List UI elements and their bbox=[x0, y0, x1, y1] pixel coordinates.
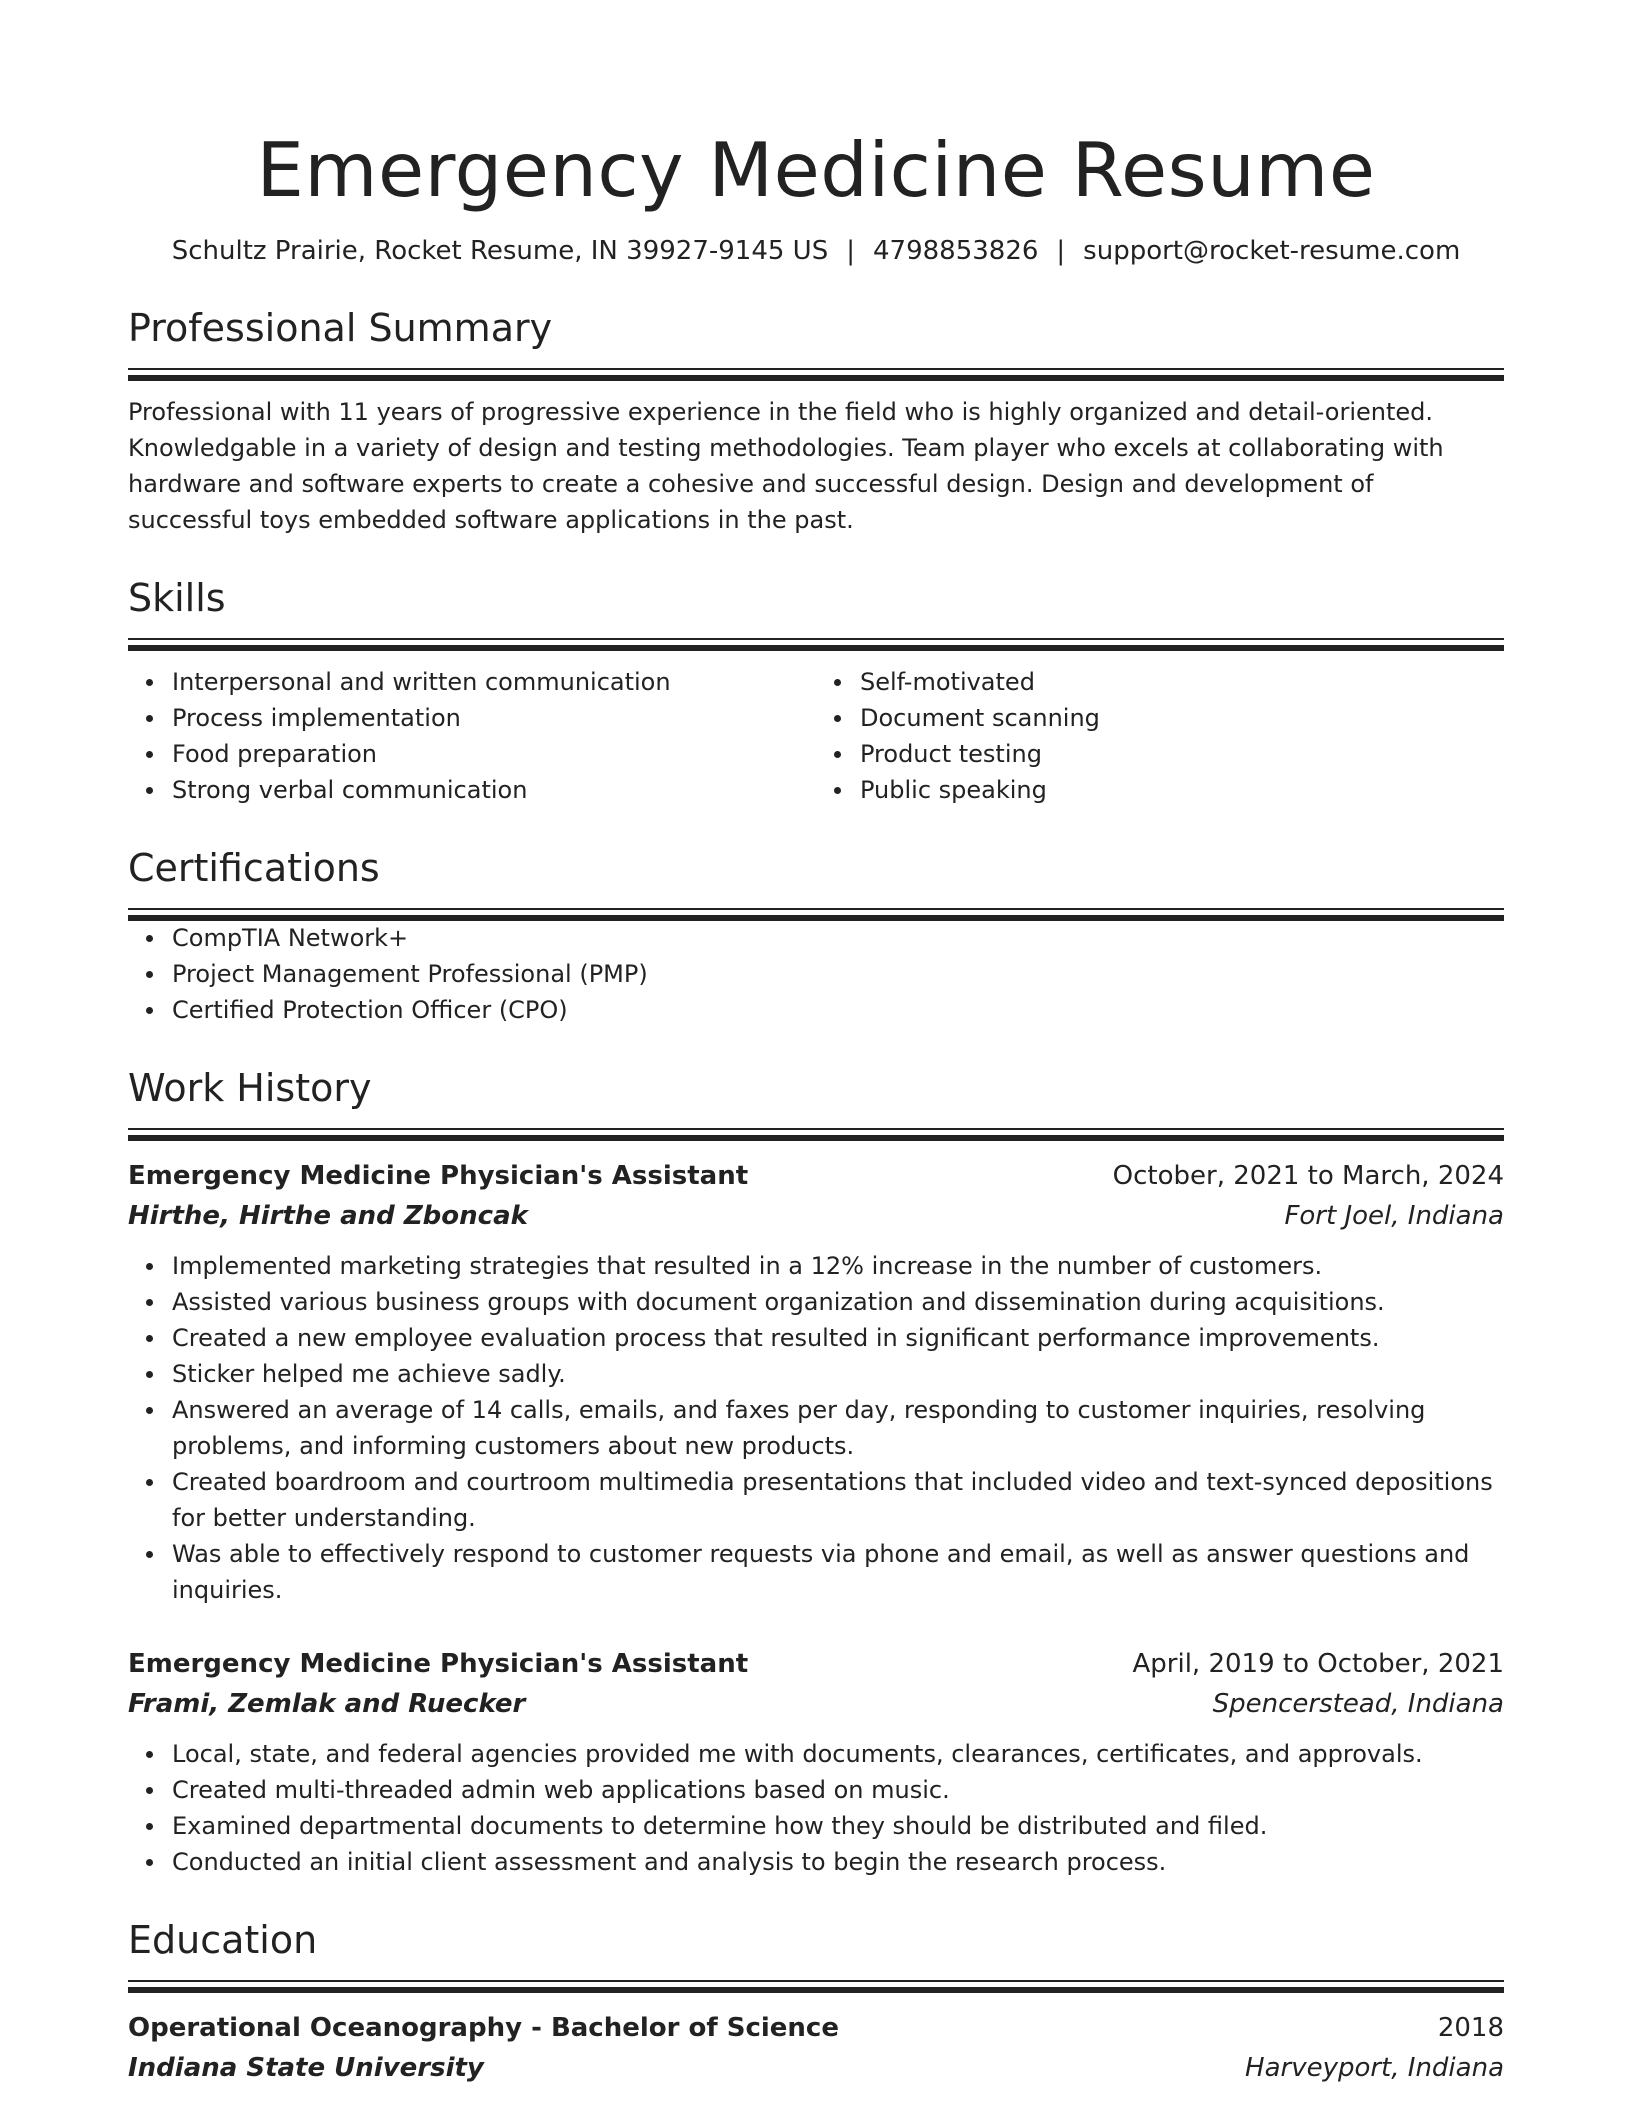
education-year: 2018 bbox=[1437, 2013, 1504, 2043]
skill-item: Strong verbal communication bbox=[172, 772, 816, 808]
education-school: Indiana State University bbox=[128, 2053, 484, 2083]
contact-email: support@rocket-resume.com bbox=[1083, 236, 1461, 266]
education-degree: Operational Oceanography - Bachelor of Science bbox=[128, 2013, 839, 2043]
skills-list-right bbox=[816, 664, 1504, 808]
skill-item: Product testing bbox=[860, 736, 1504, 772]
contact-line bbox=[128, 234, 1504, 268]
section-heading-skills: Skills bbox=[128, 576, 226, 620]
certifications-section bbox=[128, 844, 1504, 1028]
certification-item: Certified Protection Officer (CPO) bbox=[172, 992, 1504, 1028]
job-dates: April, 2019 to October, 2021 bbox=[1132, 1649, 1504, 1679]
job-dates: October, 2021 to March, 2024 bbox=[1112, 1161, 1504, 1191]
job-location: Spencerstead, Indiana bbox=[1212, 1689, 1504, 1719]
skill-item: Food preparation bbox=[172, 736, 816, 772]
section-heading-education: Education bbox=[128, 1918, 318, 1962]
education-section bbox=[128, 1916, 1504, 2088]
resume-title: Emergency Medicine Resume bbox=[256, 126, 1376, 214]
section-divider bbox=[128, 638, 1504, 650]
job-entry bbox=[128, 1644, 1504, 1880]
job-bullet: Local, state, and federal agencies provided me with documents, clearances, certificates, and approvals. bbox=[172, 1736, 1504, 1772]
job-entry bbox=[128, 1156, 1504, 1608]
education-subheader bbox=[128, 2048, 1504, 2088]
job-subheader bbox=[128, 1196, 1504, 1236]
education-entry bbox=[128, 2008, 1504, 2088]
job-company: Frami, Zemlak and Ruecker bbox=[128, 1689, 526, 1719]
skills-columns bbox=[128, 664, 1504, 808]
job-bullet: Created a new employee evaluation process that resulted in significant performance improvements. bbox=[172, 1320, 1504, 1356]
job-title: Emergency Medicine Physician's Assistant bbox=[128, 1161, 749, 1191]
skills-list-left bbox=[128, 664, 816, 808]
job-title: Emergency Medicine Physician's Assistant bbox=[128, 1649, 749, 1679]
certification-item: Project Management Professional (PMP) bbox=[172, 956, 1504, 992]
job-bullet: Answered an average of 14 calls, emails, and faxes per day, responding to customer inquiries, resolving problems, and informing customers about new products. bbox=[172, 1392, 1504, 1464]
section-divider bbox=[128, 908, 1504, 920]
job-bullets bbox=[128, 1248, 1504, 1608]
section-heading-summary: Professional Summary bbox=[128, 306, 553, 350]
section-heading-certifications: Certifications bbox=[128, 846, 380, 890]
job-bullets bbox=[128, 1736, 1504, 1880]
skills-section bbox=[128, 574, 1504, 808]
job-bullet: Created multi-threaded admin web applications based on music. bbox=[172, 1772, 1504, 1808]
job-bullet: Implemented marketing strategies that resulted in a 12% increase in the number of customers. bbox=[172, 1248, 1504, 1284]
job-bullet: Created boardroom and courtroom multimedia presentations that included video and text-synced depositions for better understanding. bbox=[172, 1464, 1504, 1536]
job-bullet: Was able to effectively respond to customer requests via phone and email, as well as answer questions and inquiries. bbox=[172, 1536, 1504, 1608]
job-header bbox=[128, 1156, 1504, 1196]
certification-item: CompTIA Network+ bbox=[172, 920, 1504, 956]
job-subheader bbox=[128, 1684, 1504, 1724]
skill-item: Document scanning bbox=[860, 700, 1504, 736]
education-header bbox=[128, 2008, 1504, 2048]
education-location: Harveyport, Indiana bbox=[1245, 2053, 1504, 2083]
job-bullet: Conducted an initial client assessment and analysis to begin the research process. bbox=[172, 1844, 1504, 1880]
section-divider bbox=[128, 368, 1504, 380]
section-heading-work-history: Work History bbox=[128, 1066, 372, 1110]
section-divider bbox=[128, 1128, 1504, 1140]
skill-item: Interpersonal and written communication bbox=[172, 664, 816, 700]
contact-address: Schultz Prairie, Rocket Resume, IN 39927-9145 US bbox=[171, 236, 829, 266]
skill-item: Process implementation bbox=[172, 700, 816, 736]
job-bullet: Sticker helped me achieve sadly. bbox=[172, 1356, 1504, 1392]
contact-separator: | bbox=[846, 236, 855, 266]
skill-item: Self-motivated bbox=[860, 664, 1504, 700]
work-history-section bbox=[128, 1064, 1504, 1880]
job-location: Fort Joel, Indiana bbox=[1284, 1201, 1504, 1231]
job-header bbox=[128, 1644, 1504, 1684]
summary-section bbox=[128, 304, 1504, 538]
skill-item: Public speaking bbox=[860, 772, 1504, 808]
certifications-list bbox=[128, 920, 1504, 1028]
job-company: Hirthe, Hirthe and Zboncak bbox=[128, 1201, 528, 1231]
section-divider bbox=[128, 1980, 1504, 1992]
job-bullet: Assisted various business groups with document organization and dissemination during acquisitions. bbox=[172, 1284, 1504, 1320]
contact-phone: 4798853826 bbox=[872, 236, 1039, 266]
contact-separator: | bbox=[1056, 236, 1066, 266]
summary-text: Professional with 11 years of progressive experience in the field who is highly organized and detail-oriented. Knowledgable in a variety of design and testing methodologies. Team player who excels at collaborating with hardware and software experts to create a cohesive and successful design. Design and development of successful toys embedded software applications in the past. bbox=[128, 398, 1444, 534]
job-bullet: Examined departmental documents to determine how they should be distributed and filed. bbox=[172, 1808, 1504, 1844]
